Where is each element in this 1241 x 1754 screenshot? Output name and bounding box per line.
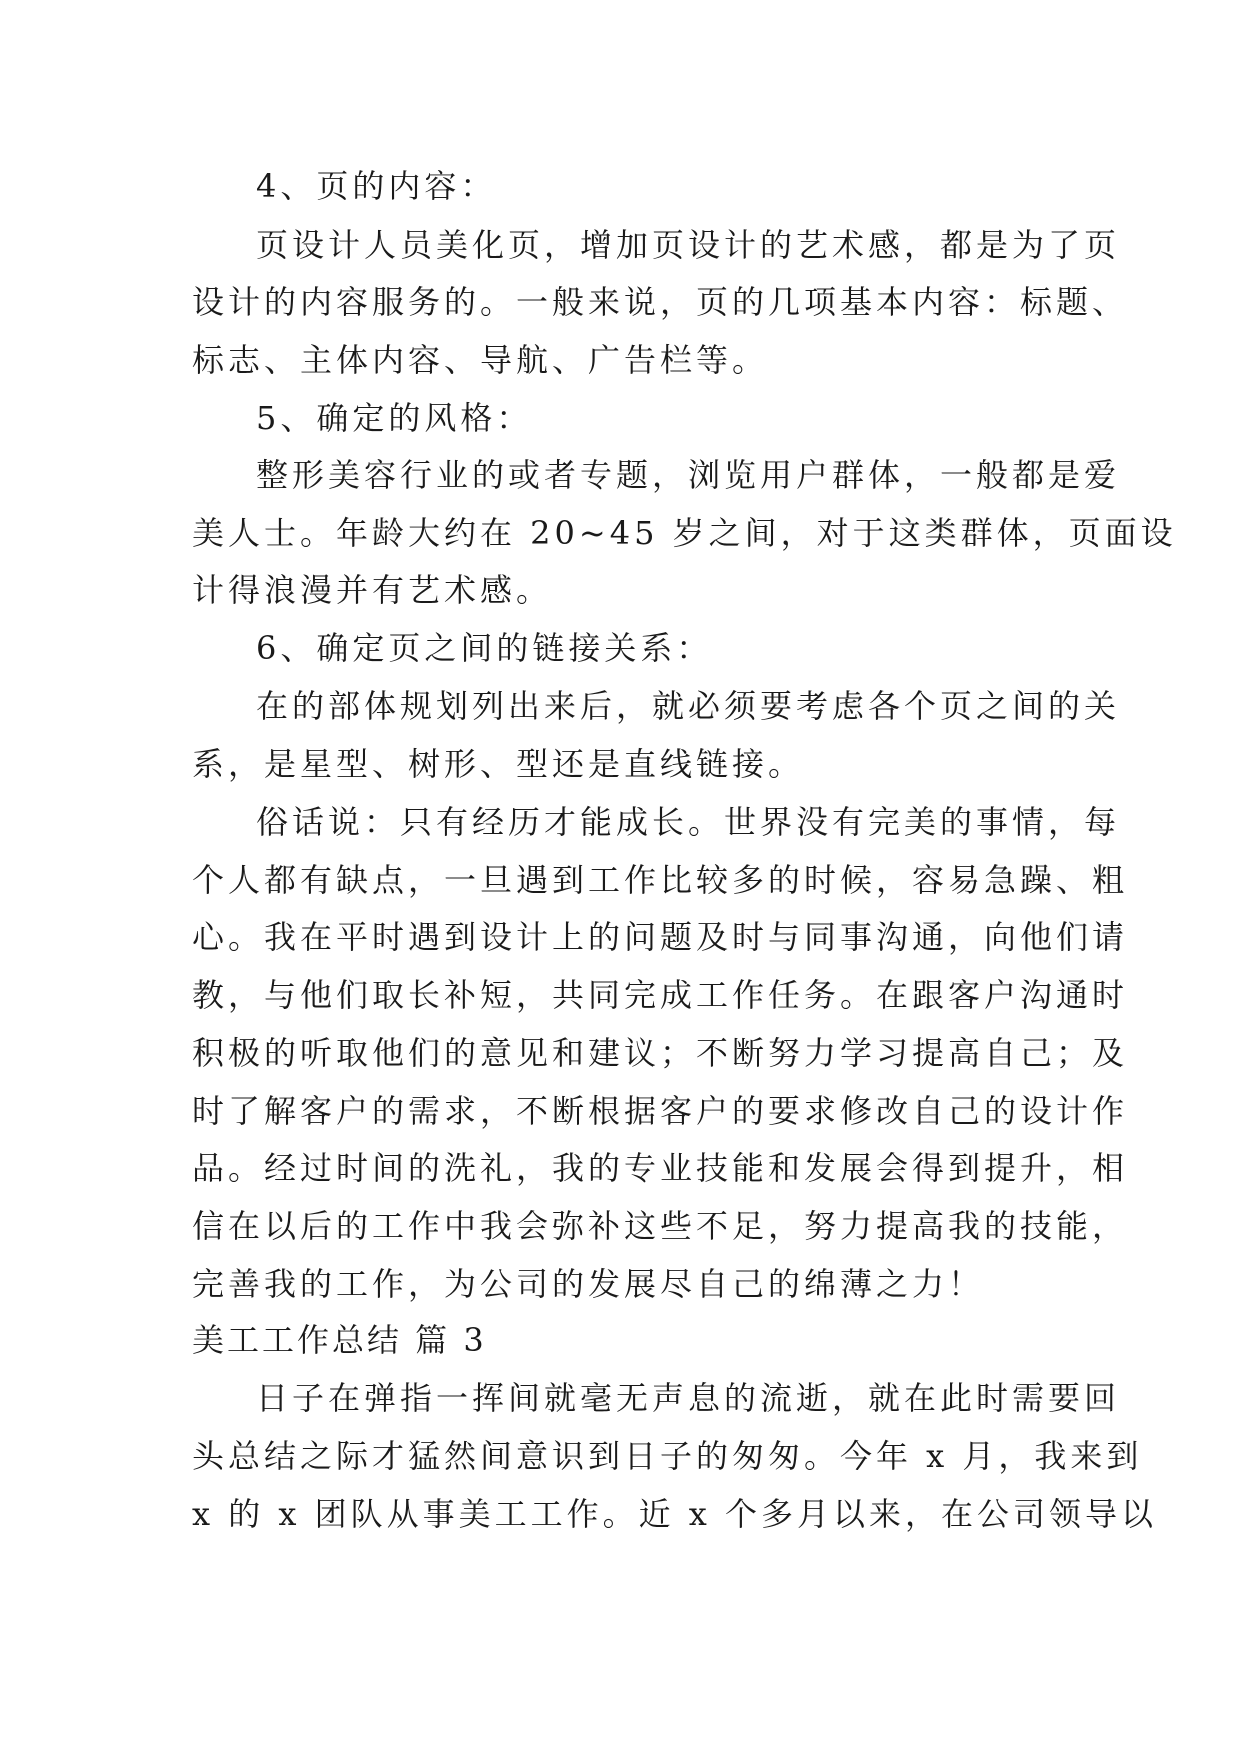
- paragraph-line: 教，与他们取长补短，共同完成工作任务。在跟客户沟通时: [192, 976, 1129, 1014]
- paragraph-line: 页设计人员美化页，增加页设计的艺术感，都是为了页: [256, 226, 1121, 264]
- paragraph-line: 头总结之际才猛然间意识到日子的匆匆。今年 x 月，我来到: [192, 1437, 1143, 1475]
- paragraph-line: x 的 x 团队从事美工工作。近 x 个多月以来，在公司领导以: [192, 1495, 1158, 1533]
- paragraph-line: 俗话说：只有经历才能成长。世界没有完美的事情，每: [256, 803, 1121, 841]
- section-heading-5: 5、确定的风格：: [256, 399, 533, 437]
- paragraph-line: 心。我在平时遇到设计上的问题及时与同事沟通，向他们请: [192, 918, 1129, 956]
- section-title: 美工工作总结 篇 3: [192, 1321, 487, 1359]
- section-heading-4: 4、页的内容：: [256, 167, 497, 205]
- paragraph-line: 标志、主体内容、导航、广告栏等。: [192, 341, 769, 379]
- paragraph-line: 信在以后的工作中我会弥补这些不足，努力提高我的技能，: [192, 1207, 1129, 1245]
- paragraph-line: 日子在弹指一挥间就毫无声息的流逝，就在此时需要回: [256, 1379, 1121, 1417]
- paragraph-line: 美人士。年龄大约在 20~45 岁之间，对于这类群体，页面设: [192, 514, 1177, 552]
- paragraph-line: 个人都有缺点，一旦遇到工作比较多的时候，容易急躁、粗: [192, 861, 1129, 899]
- paragraph-line: 时了解客户的需求，不断根据客户的要求修改自己的设计作: [192, 1092, 1129, 1130]
- paragraph-line: 整形美容行业的或者专题，浏览用户群体，一般都是爱: [256, 456, 1121, 494]
- paragraph-line: 在的部体规划列出来后，就必须要考虑各个页之间的关: [256, 687, 1121, 725]
- paragraph-line: 完善我的工作，为公司的发展尽自己的绵薄之力！: [192, 1265, 985, 1303]
- paragraph-line: 设计的内容服务的。一般来说，页的几项基本内容：标题、: [192, 283, 1129, 321]
- paragraph-line: 系，是星型、树形、型还是直线链接。: [192, 745, 805, 783]
- paragraph-line: 计得浪漫并有艺术感。: [192, 571, 553, 609]
- paragraph-line: 品。经过时间的洗礼，我的专业技能和发展会得到提升，相: [192, 1149, 1129, 1187]
- paragraph-line: 积极的听取他们的意见和建议；不断努力学习提高自己；及: [192, 1034, 1129, 1072]
- section-heading-6: 6、确定页之间的链接关系：: [256, 629, 713, 667]
